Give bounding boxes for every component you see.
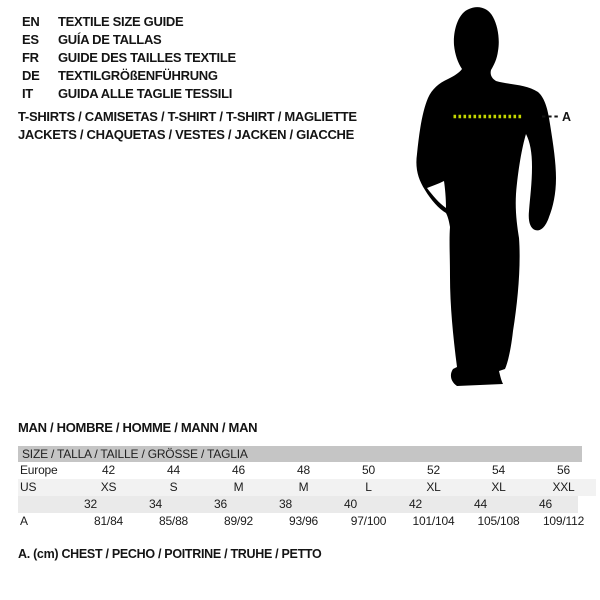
table-cell: 89/92 — [223, 514, 254, 528]
table-row-alt-sizes — [18, 496, 578, 513]
table-cell: 44 — [167, 463, 180, 477]
table-cell: 46 — [232, 463, 245, 477]
table-cell: XXL — [552, 480, 575, 494]
table-cell: L — [365, 480, 372, 494]
table-row-us — [18, 479, 596, 496]
category-line-tshirts: T-SHIRTS / CAMISETAS / T-SHIRT / T-SHIRT / MAGLIETTE — [18, 109, 357, 124]
table-cell: 105/108 — [477, 514, 520, 528]
table-cell: 42 — [102, 463, 115, 477]
table-cell: XL — [426, 480, 441, 494]
table-cell: 36 — [214, 497, 227, 511]
table-cell: 44 — [474, 497, 487, 511]
table-row-europe — [18, 462, 596, 479]
language-title: GUIDA ALLE TAGLIE TESSILI — [58, 85, 233, 101]
language-code: FR — [22, 49, 39, 65]
table-cell: 81/84 — [93, 514, 124, 528]
table-cell: 52 — [427, 463, 440, 477]
table-cell: XS — [100, 480, 117, 494]
section-title-man: MAN / HOMBRE / HOMME / MANN / MAN — [18, 420, 258, 435]
measure-label-a: A — [562, 110, 572, 124]
table-cell: 97/100 — [350, 514, 387, 528]
table-cell: 42 — [409, 497, 422, 511]
table-cell: M — [233, 480, 244, 494]
language-code: IT — [22, 85, 33, 101]
table-cell: 56 — [557, 463, 570, 477]
table-cell: 85/88 — [158, 514, 189, 528]
table-cell: XL — [491, 480, 506, 494]
row-label: A — [20, 514, 28, 528]
language-code: EN — [22, 13, 40, 29]
language-title: TEXTILE SIZE GUIDE — [58, 13, 184, 29]
table-cell: 48 — [297, 463, 310, 477]
table-cell: 109/112 — [542, 514, 585, 528]
table-cell: M — [298, 480, 309, 494]
table-cell: 101/104 — [412, 514, 455, 528]
language-title: GUÍA DE TALLAS — [58, 31, 162, 47]
size-table — [18, 446, 596, 530]
size-table-header: SIZE / TALLA / TAILLE / GRÖSSE / TAGLIA — [18, 446, 582, 462]
language-title: TEXTILGRÖßENFÜHRUNG — [58, 67, 218, 83]
category-line-jackets: JACKETS / CHAQUETAS / VESTES / JACKEN / GIACCHE — [18, 127, 354, 142]
table-cell: 50 — [362, 463, 375, 477]
table-cell: S — [169, 480, 178, 494]
language-code: DE — [22, 67, 40, 83]
table-row-chest-cm — [18, 513, 596, 530]
table-cell: 46 — [539, 497, 552, 511]
table-cell: 38 — [279, 497, 292, 511]
row-label: Europe — [20, 463, 58, 477]
table-cell: 93/96 — [288, 514, 319, 528]
table-cell: 40 — [344, 497, 357, 511]
row-label: US — [20, 480, 37, 494]
measurement-legend: A. (cm) CHEST / PECHO / POITRINE / TRUHE / PETTO — [18, 547, 322, 561]
table-cell: 34 — [149, 497, 162, 511]
table-cell: 54 — [492, 463, 505, 477]
table-cell: 32 — [84, 497, 97, 511]
language-title: GUIDE DES TAILLES TEXTILE — [58, 49, 236, 65]
language-code: ES — [22, 31, 39, 47]
